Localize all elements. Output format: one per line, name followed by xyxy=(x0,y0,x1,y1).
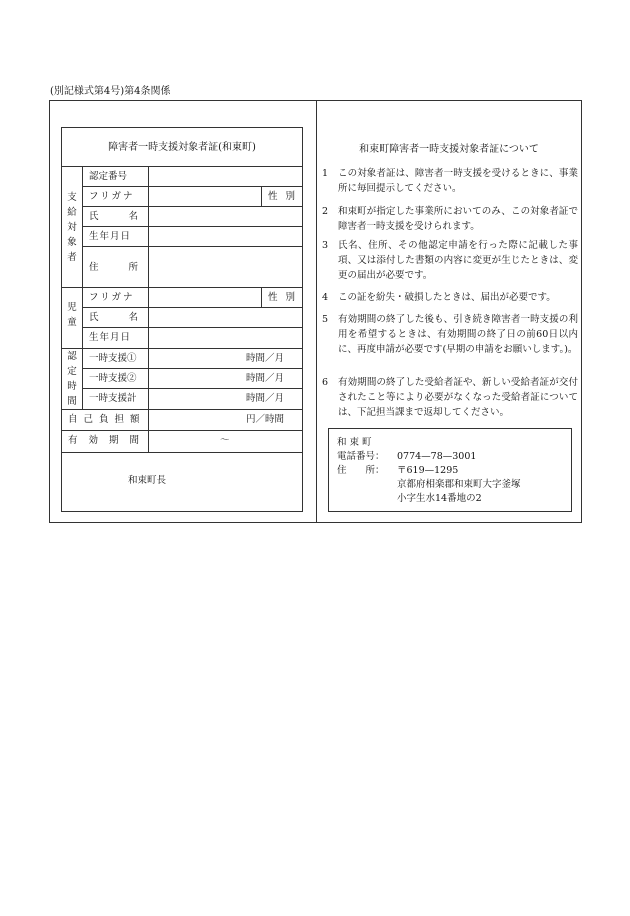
row-line xyxy=(83,186,302,187)
label-name: 氏名 xyxy=(89,211,169,222)
row-line xyxy=(83,206,302,207)
unit-hours-1: 時間／月 xyxy=(246,353,285,364)
label-child-name: 氏名 xyxy=(89,312,169,323)
row-line xyxy=(62,430,302,431)
note-item-2: 2 和束町が指定した事業所においてのみ、この対象者証で障害者一時支援を受けられます。 xyxy=(322,206,578,232)
contact-address-1: 京都府相楽郡和束町大字釜塚 xyxy=(397,479,521,490)
group-label-cert-hours: 認定時間 xyxy=(67,351,77,407)
contact-phone: 0774—78—3001 xyxy=(397,451,477,462)
label-child-furigana: フリガナ xyxy=(89,292,135,303)
center-divider xyxy=(316,100,317,523)
contact-address-label: 住 所： xyxy=(337,465,385,476)
label-child-gender: 性別 xyxy=(268,292,304,303)
note-item-4: 4 この証を紛失・破損したときは、届出が必要です。 xyxy=(322,292,556,303)
contact-org: 和 束 町 xyxy=(337,437,372,448)
notes-title: 和束町障害者一時支援対象者証について xyxy=(359,144,539,155)
label-child-birth: 生年月日 xyxy=(89,332,132,343)
label-birth: 生年月日 xyxy=(89,231,132,242)
note-item-1: 1 この対象者証は、障害者一時支援を受けるときに、事業所に毎回提示してください。 xyxy=(322,168,578,194)
unit-hours-total: 時間／月 xyxy=(246,393,285,404)
row-line xyxy=(83,246,302,247)
row-line xyxy=(83,327,302,328)
contact-address-2: 小字生水14番地の2 xyxy=(397,493,482,504)
note-item-3: 3 氏名、住所、その他認定申請を行った際に記載した事項、又は添付した書類の内容に変更が生じたときは、変更の届出が必要です。 xyxy=(322,240,578,281)
row-line xyxy=(62,409,302,410)
row-line xyxy=(83,307,302,308)
contact-box xyxy=(328,428,572,512)
gender-column-line xyxy=(261,186,262,206)
contact-phone-label: 電話番号： xyxy=(337,451,385,462)
validity-tilde: 〜 xyxy=(220,435,230,446)
row-line xyxy=(62,452,302,453)
label-column-line xyxy=(148,348,149,409)
row-line xyxy=(62,287,302,288)
note-item-5: 5 有効期間の終了した後も、引き続き障害者一時支援の利用を希望するときは、有効期間の終了日の前60日以内に、再度申請が必要です(早期の申請をお願いします。)。 xyxy=(322,314,578,355)
gender-column-line xyxy=(261,287,262,307)
form-header: (別記様式第4号)第4条関係 xyxy=(50,86,171,97)
label-support-1: 一時支援① xyxy=(89,353,137,364)
row-line xyxy=(62,166,302,167)
label-cert-number: 認定番号 xyxy=(89,171,128,182)
label-gender: 性別 xyxy=(268,191,304,202)
issuer-name: 和束町長 xyxy=(128,475,167,486)
row-line xyxy=(83,226,302,227)
row-line xyxy=(83,388,302,389)
certificate-card xyxy=(61,127,303,512)
label-support-2: 一時支援② xyxy=(89,373,137,384)
card-title: 障害者一時支援対象者証(和東町) xyxy=(108,142,256,153)
row-line xyxy=(62,348,302,349)
label-self-burden: 自己負担額 xyxy=(68,414,146,425)
note-item-6: 6 有効期間の終了した受給者証や、新しい受給者証が交付されたこと等により必要がなくなった受給者証については、下記担当課まで返却してください。 xyxy=(322,377,578,418)
label-furigana: フリガナ xyxy=(89,191,135,202)
unit-yen-per-hour: 円／時間 xyxy=(246,414,285,425)
label-validity: 有効期間 xyxy=(68,435,151,446)
label-address: 住所 xyxy=(89,262,169,273)
group-label-support: 支給対象者 xyxy=(67,192,77,263)
group-label-child: 児童 xyxy=(67,302,77,328)
label-support-total: 一時支援計 xyxy=(89,393,137,404)
contact-postal: 〒619—1295 xyxy=(397,465,459,476)
row-line xyxy=(83,368,302,369)
group-column-line xyxy=(82,166,83,409)
unit-hours-2: 時間／月 xyxy=(246,373,285,384)
